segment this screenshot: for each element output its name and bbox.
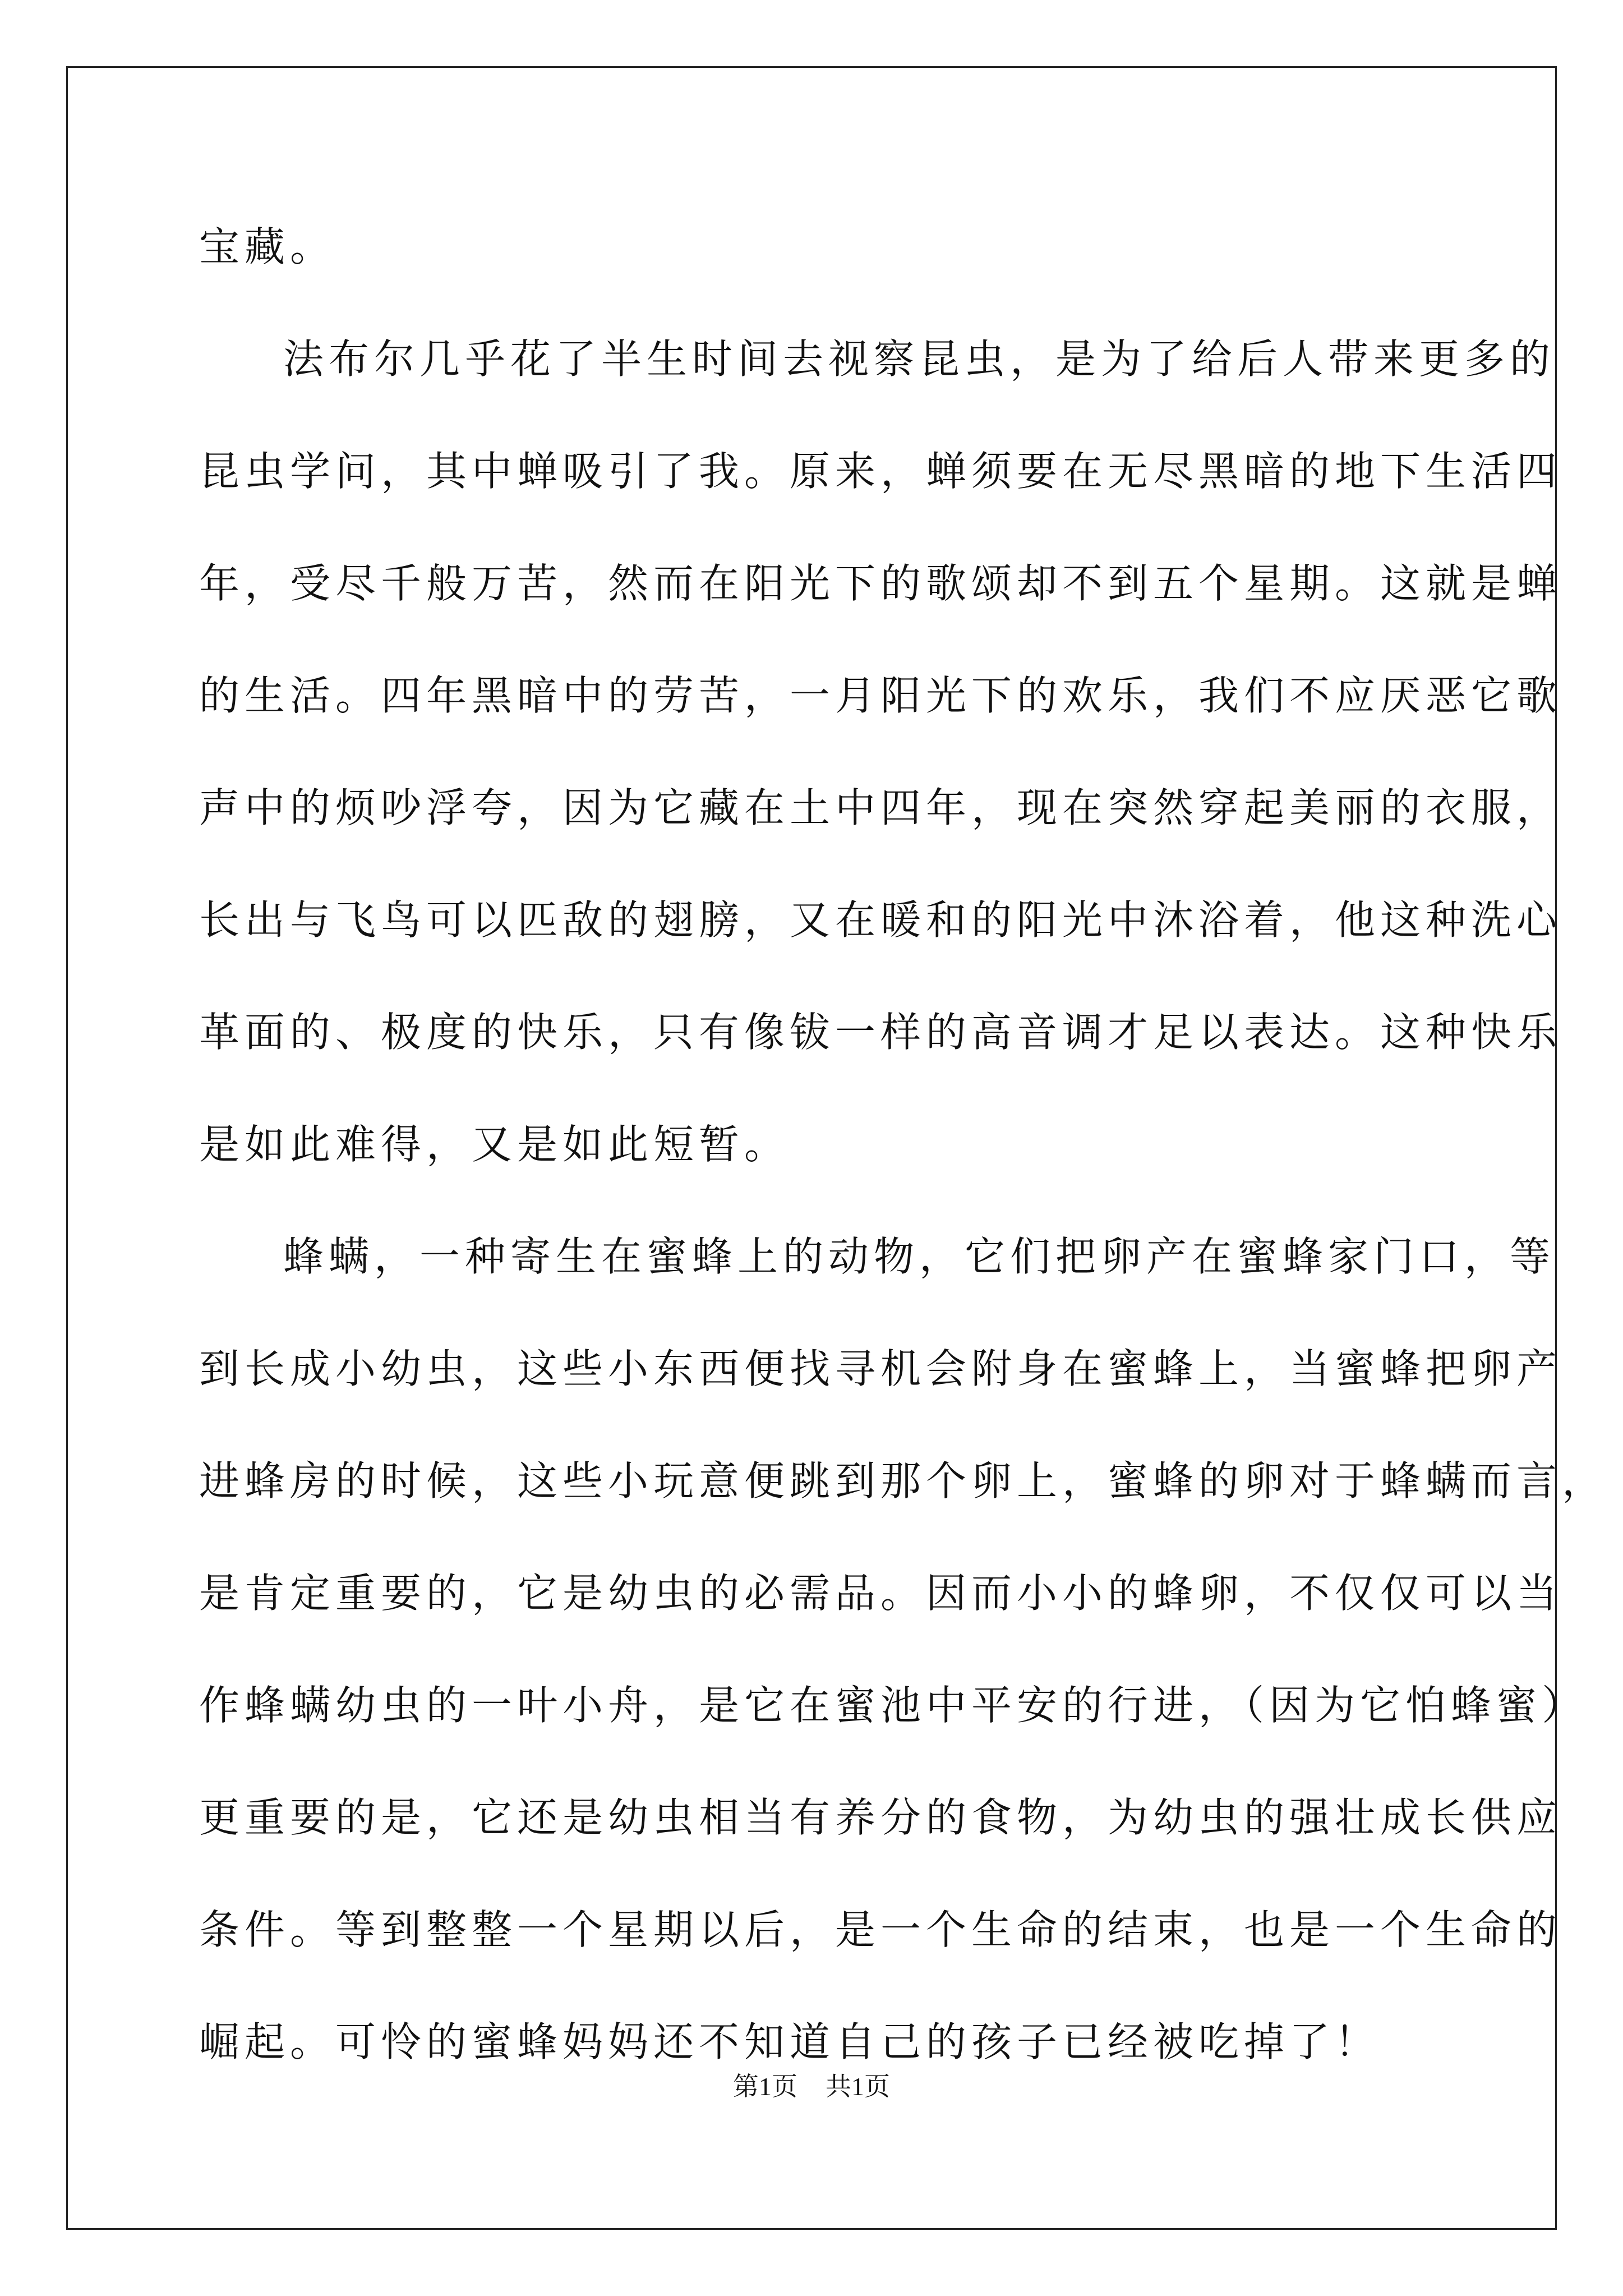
text-line: 条件。等到整整一个星期以后，是一个生命的结束，也是一个生命的 [199,1906,1562,1953]
text-line: 到长成小幼虫，这些小东西便找寻机会附身在蜜蜂上，当蜜蜂把卵产 [199,1345,1562,1392]
text-line: 崛起。可怜的蜜蜂妈妈还不知道自己的孩子已经被吃掉了！ [199,2018,1381,2065]
text-line: 昆虫学问，其中蝉吸引了我。原来，蝉须要在无尽黑暗的地下生活四 [199,448,1562,495]
text-line: 法布尔几乎花了半生时间去视察昆虫，是为了给后人带来更多的 [283,335,1556,383]
text-line: 作蜂螨幼虫的一叶小舟，是它在蜜池中平安的行进，（因为它怕蜂蜜） [199,1682,1588,1729]
text-line: 长出与飞鸟可以匹敌的翅膀，又在暖和的阳光中沐浴着，他这种洗心 [199,896,1562,944]
text-line: 革面的、极度的快乐，只有像钹一样的高音调才足以表达。这种快乐 [199,1009,1562,1056]
page-number-current: 第1页 [733,2072,797,2101]
text-line: 蜂螨，一种寄生在蜜蜂上的动物，它们把卵产在蜜蜂家门口，等 [283,1233,1556,1280]
text-line: 的生活。四年黑暗中的劳苦，一月阳光下的欢乐，我们不应厌恶它歌 [199,672,1562,719]
text-line: 宝藏。 [199,223,336,270]
text-line: 是肯定重要的，它是幼虫的必需品。因而小小的蜂卵，不仅仅可以当 [199,1570,1562,1617]
text-line: 是如此难得，又是如此短暂。 [199,1121,790,1168]
page-footer [0,2070,1623,2104]
document-body [199,213,1608,2120]
page-number-total: 共1页 [826,2072,890,2101]
text-line: 进蜂房的时候，这些小玩意便跳到那个卵上，蜜蜂的卵对于蜂螨而言， [199,1457,1608,1504]
text-line: 更重要的是，它还是幼虫相当有养分的食物，为幼虫的强壮成长供应 [199,1794,1562,1841]
text-line: 声中的烦吵浮夸，因为它藏在土中四年，现在突然穿起美丽的衣服， [199,784,1562,831]
text-line: 年，受尽千般万苦，然而在阳光下的歌颂却不到五个星期。这就是蝉 [199,560,1562,607]
